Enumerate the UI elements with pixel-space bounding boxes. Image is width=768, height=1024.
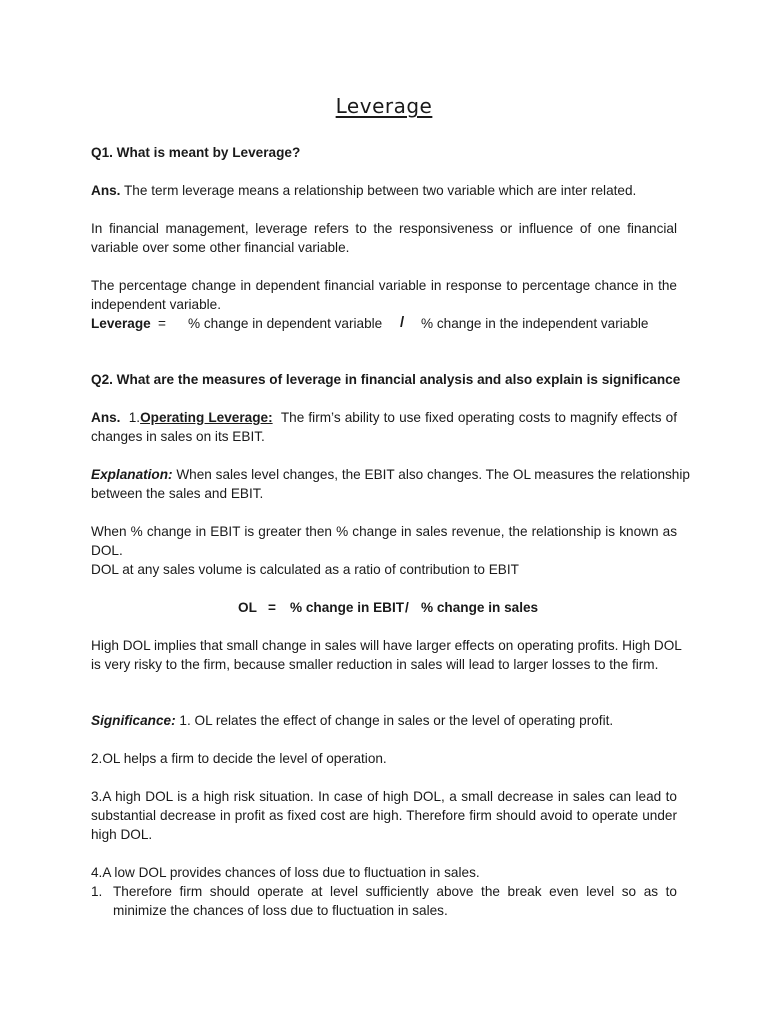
formula-denominator: % change in the independent variable bbox=[421, 316, 649, 331]
ol-eq: = bbox=[268, 600, 276, 615]
explanation-line1: Explanation: When sales level changes, the EBIT also changes. The OL measures the relationship bbox=[91, 467, 690, 482]
formula-numerator: % change in dependent variable bbox=[188, 316, 383, 331]
ol-denominator: % change in sales bbox=[421, 600, 539, 615]
point-3-line2: substantial decrease in profit as fixed cost are high. Therefore firm should avoid to operate under bbox=[91, 808, 677, 823]
explanation-line2: between the sales and EBIT. bbox=[91, 486, 264, 501]
formula-eq: = bbox=[158, 316, 166, 331]
formula-slash: / bbox=[400, 314, 405, 331]
q1-para2-line2: variable over some other financial variable. bbox=[91, 240, 350, 255]
high-dol-line2: is very risky to the firm, because smaller reduction in sales will lead to larger losses to the firm. bbox=[91, 657, 659, 672]
sub-list-line1: Therefore firm should operate at level sufficiently above the break even level so as to bbox=[113, 884, 677, 899]
q1-para3-line2: independent variable. bbox=[91, 297, 221, 312]
q2-answer-line1: Ans. 1.Operating Leverage: The firm’s ability to use fixed operating costs to magnify effects of bbox=[91, 410, 678, 425]
point-2: 2.OL helps a firm to decide the level of operation. bbox=[91, 751, 387, 766]
page-title: Leverage bbox=[335, 94, 433, 118]
ol-slash: / bbox=[405, 600, 409, 615]
sub-list-number: 1. bbox=[91, 884, 103, 899]
ol-numerator: % change in EBIT bbox=[290, 600, 405, 615]
point-3-line3: high DOL. bbox=[91, 827, 153, 842]
significance-line: Significance: 1. OL relates the effect of change in sales or the level of operating profit. bbox=[91, 713, 614, 728]
q1-answer: Ans. The term leverage means a relationship between two variable which are inter related. bbox=[91, 183, 637, 198]
when-line2: DOL. bbox=[91, 543, 123, 558]
operating-leverage-heading: Operating Leverage: bbox=[140, 410, 273, 425]
ans-label: Ans. bbox=[91, 183, 121, 198]
dol-line: DOL at any sales volume is calculated as a ratio of contribution to EBIT bbox=[91, 562, 519, 577]
q1-para2-line1: In financial management, leverage refers to the responsiveness or influence of one financial bbox=[91, 221, 677, 236]
when-line1: When % change in EBIT is greater then % change in sales revenue, the relationship is known as bbox=[91, 524, 677, 539]
point-4: 4.A low DOL provides chances of loss due to fluctuation in sales. bbox=[91, 865, 480, 880]
q2-question: Q2. What are the measures of leverage in financial analysis and also explain is significance bbox=[91, 372, 681, 387]
sub-list-line2: minimize the chances of loss due to fluctuation in sales. bbox=[113, 903, 448, 918]
q2-answer-line2: changes in sales on its EBIT. bbox=[91, 429, 265, 444]
q1-para3-line1: The percentage change in dependent financial variable in response to percentage chance in the bbox=[91, 278, 677, 293]
point-3-line1: 3.A high DOL is a high risk situation. In case of high DOL, a small decrease in sales can lead to bbox=[91, 789, 677, 804]
ol-label: OL bbox=[238, 600, 257, 615]
high-dol-line1: High DOL implies that small change in sales will have larger effects on operating profits. High DOL bbox=[91, 638, 682, 653]
formula-label: Leverage bbox=[91, 316, 151, 331]
q1-question: Q1. What is meant by Leverage? bbox=[91, 145, 301, 160]
